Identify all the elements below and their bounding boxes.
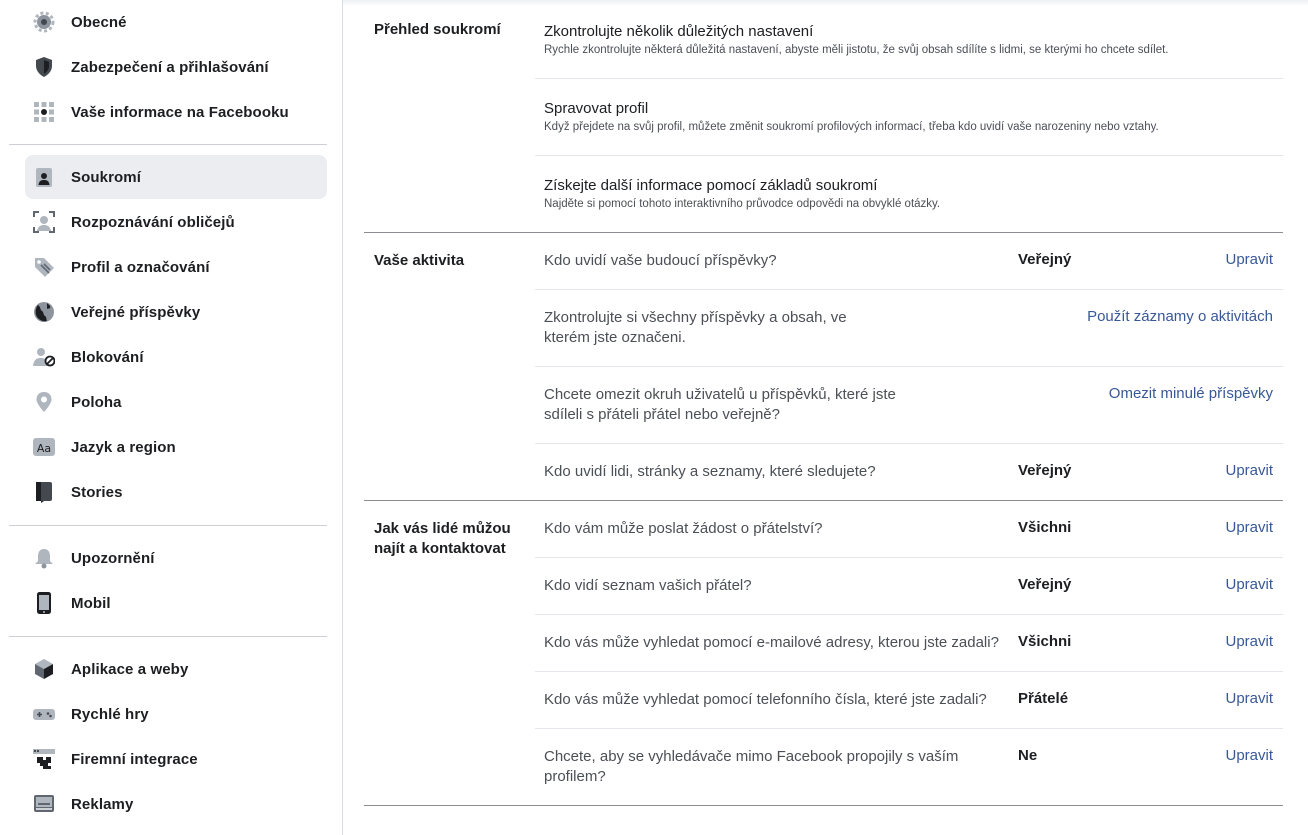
sidebar-item-your-info[interactable] xyxy=(25,90,327,134)
ad-screen-icon xyxy=(33,793,55,815)
overview-item-desc: Najděte si pomocí tohoto interaktivního průvodce odpovědi na obvyklé otázky. xyxy=(544,198,941,210)
row-divider xyxy=(535,155,1283,156)
section-title-privacy-overview: Přehled soukromí xyxy=(374,21,501,38)
edit-link[interactable]: Upravit xyxy=(1225,251,1273,268)
edit-link[interactable]: Upravit xyxy=(1225,633,1273,650)
location-pin-icon xyxy=(33,391,55,413)
section-title-your-activity: Vaše aktivita xyxy=(374,252,465,269)
setting-question-line: Zkontrolujte si všechny příspěvky a obsah, ve xyxy=(544,309,847,326)
edit-link[interactable]: Upravit xyxy=(1225,576,1273,593)
sidebar-divider xyxy=(9,144,327,145)
bell-icon xyxy=(33,547,55,569)
setting-question-line: profilem? xyxy=(544,768,606,785)
setting-question: Kdo vidí seznam vašich přátel? xyxy=(544,577,752,594)
language-icon xyxy=(33,436,55,458)
sidebar-item-label: Profil a označování xyxy=(71,258,210,276)
row-divider xyxy=(535,443,1283,444)
tag-icon xyxy=(33,256,55,278)
gamepad-icon xyxy=(33,703,55,725)
setting-question: Kdo vás může vyhledat pomocí e-mailové adresy, kterou jste zadali? xyxy=(544,634,999,651)
sidebar-item-label: Aplikace a weby xyxy=(71,660,189,678)
sidebar-item-profile-tagging[interactable] xyxy=(25,245,327,289)
use-activity-log-link[interactable]: Použít záznamy o aktivitách xyxy=(1087,308,1273,325)
sidebar-item-label: Firemní integrace xyxy=(71,750,198,768)
sidebar-item-label: Stories xyxy=(71,483,123,501)
row-divider xyxy=(535,728,1283,729)
setting-question xyxy=(544,747,958,787)
section-title-find-contact xyxy=(374,519,534,559)
setting-question: Kdo vám může poslat žádost o přátelství? xyxy=(544,520,823,537)
section-divider xyxy=(364,500,1283,501)
sidebar-item-privacy[interactable] xyxy=(25,155,327,199)
setting-value: Ne xyxy=(1018,747,1038,764)
section-divider xyxy=(364,805,1283,806)
setting-question-line: sdíleli s přáteli přátel nebo veřejně? xyxy=(544,406,780,423)
cube-icon xyxy=(33,658,55,680)
person-block-icon xyxy=(33,346,55,368)
edit-link[interactable]: Upravit xyxy=(1225,690,1273,707)
setting-question xyxy=(544,385,896,425)
edit-link[interactable]: Upravit xyxy=(1225,462,1273,479)
row-divider xyxy=(535,366,1283,367)
sidebar-item-face-recognition[interactable] xyxy=(25,200,327,244)
overview-item-desc: Když přejdete na svůj profil, můžete změnit soukromí profilových informací, třeba kdo uvidí vaše narozeniny nebo vztahy. xyxy=(544,121,1159,133)
sidebar-item-instant-games[interactable] xyxy=(25,692,327,736)
sidebar-item-label: Poloha xyxy=(71,393,122,411)
setting-question: Kdo vás může vyhledat pomocí telefonního čísla, které jste zadali? xyxy=(544,691,987,708)
sidebar-item-public-posts[interactable] xyxy=(25,290,327,334)
setting-question xyxy=(544,308,847,348)
setting-question: Kdo uvidí vaše budoucí příspěvky? xyxy=(544,252,777,269)
sidebar-item-stories[interactable] xyxy=(25,470,327,514)
sidebar-divider xyxy=(9,636,327,637)
sidebar-item-label: Veřejné příspěvky xyxy=(71,303,201,321)
row-divider xyxy=(535,289,1283,290)
setting-question-line: Chcete omezit okruh uživatelů u příspěvků, které jste xyxy=(544,386,896,403)
sidebar-item-location[interactable] xyxy=(25,380,327,424)
section-title-line: najít a kontaktovat xyxy=(374,540,506,557)
puzzle-icon xyxy=(33,748,55,770)
sidebar-item-label: Reklamy xyxy=(71,795,134,813)
setting-question: Kdo uvidí lidi, stránky a seznamy, které sledujete? xyxy=(544,463,876,480)
setting-question-line: Chcete, aby se vyhledávače mimo Facebook propojily s vaším xyxy=(544,748,959,765)
setting-value: Přátelé xyxy=(1018,690,1069,707)
privacy-settings-main xyxy=(343,0,1308,835)
sidebar-item-apps-websites[interactable] xyxy=(25,647,327,691)
sidebar-item-label: Mobil xyxy=(71,594,111,612)
overview-item-title[interactable]: Spravovat profil xyxy=(544,100,649,117)
sidebar-item-label: Rychlé hry xyxy=(71,705,149,723)
row-divider xyxy=(535,671,1283,672)
sidebar-item-label: Soukromí xyxy=(71,168,141,186)
setting-value: Všichni xyxy=(1018,519,1072,536)
svg-text:Aa: Aa xyxy=(36,442,52,455)
top-shadow xyxy=(343,0,1308,6)
overview-item-desc: Rychle zkontrolujte některá důležitá nastavení, abyste měli jistotu, že svůj obsah sdílíte s lidmi, se kterými ho chcete sdílet. xyxy=(544,44,1169,56)
globe-icon xyxy=(33,301,55,323)
limit-past-posts-link[interactable]: Omezit minulé příspěvky xyxy=(1108,385,1273,402)
overview-item-title[interactable]: Získejte další informace pomocí základů soukromí xyxy=(544,177,878,194)
edit-link[interactable]: Upravit xyxy=(1225,519,1273,536)
overview-item-title[interactable]: Zkontrolujte několik důležitých nastavení xyxy=(544,23,814,40)
gear-icon xyxy=(33,11,55,33)
row-divider xyxy=(535,78,1283,79)
setting-value: Veřejný xyxy=(1018,576,1072,593)
sidebar-item-label: Upozornění xyxy=(71,549,155,567)
lock-person-icon xyxy=(33,166,55,188)
sidebar-item-ads[interactable] xyxy=(25,782,327,826)
sidebar-item-label: Rozpoznávání obličejů xyxy=(71,213,235,231)
settings-sidebar xyxy=(0,0,343,835)
sidebar-item-blocking[interactable] xyxy=(25,335,327,379)
sidebar-item-mobile[interactable] xyxy=(25,581,327,625)
section-title-line: Jak vás lidé můžou xyxy=(374,520,511,537)
sidebar-item-general[interactable] xyxy=(25,0,327,44)
sidebar-item-label: Blokování xyxy=(71,348,144,366)
grid-icon xyxy=(33,101,55,123)
phone-icon xyxy=(33,592,55,614)
edit-link[interactable]: Upravit xyxy=(1225,747,1273,764)
sidebar-divider xyxy=(9,525,327,526)
shield-icon xyxy=(33,56,55,78)
setting-value: Veřejný xyxy=(1018,462,1072,479)
book-icon xyxy=(33,481,55,503)
sidebar-item-label: Obecné xyxy=(71,13,127,31)
row-divider xyxy=(535,557,1283,558)
sidebar-item-notifications[interactable] xyxy=(25,536,327,580)
setting-value: Všichni xyxy=(1018,633,1072,650)
setting-question-line: kterém jste označeni. xyxy=(544,329,686,346)
sidebar-item-label: Jazyk a region xyxy=(71,438,176,456)
row-divider xyxy=(535,614,1283,615)
sidebar-item-label: Vaše informace na Facebooku xyxy=(71,103,289,121)
sidebar-item-business-integrations[interactable] xyxy=(25,737,327,781)
sidebar-item-security[interactable] xyxy=(25,45,327,89)
setting-value: Veřejný xyxy=(1018,251,1072,268)
section-divider xyxy=(364,232,1283,233)
face-scan-icon xyxy=(33,211,55,233)
sidebar-item-language[interactable] xyxy=(25,425,327,469)
sidebar-item-label: Zabezpečení a přihlašování xyxy=(71,58,269,76)
